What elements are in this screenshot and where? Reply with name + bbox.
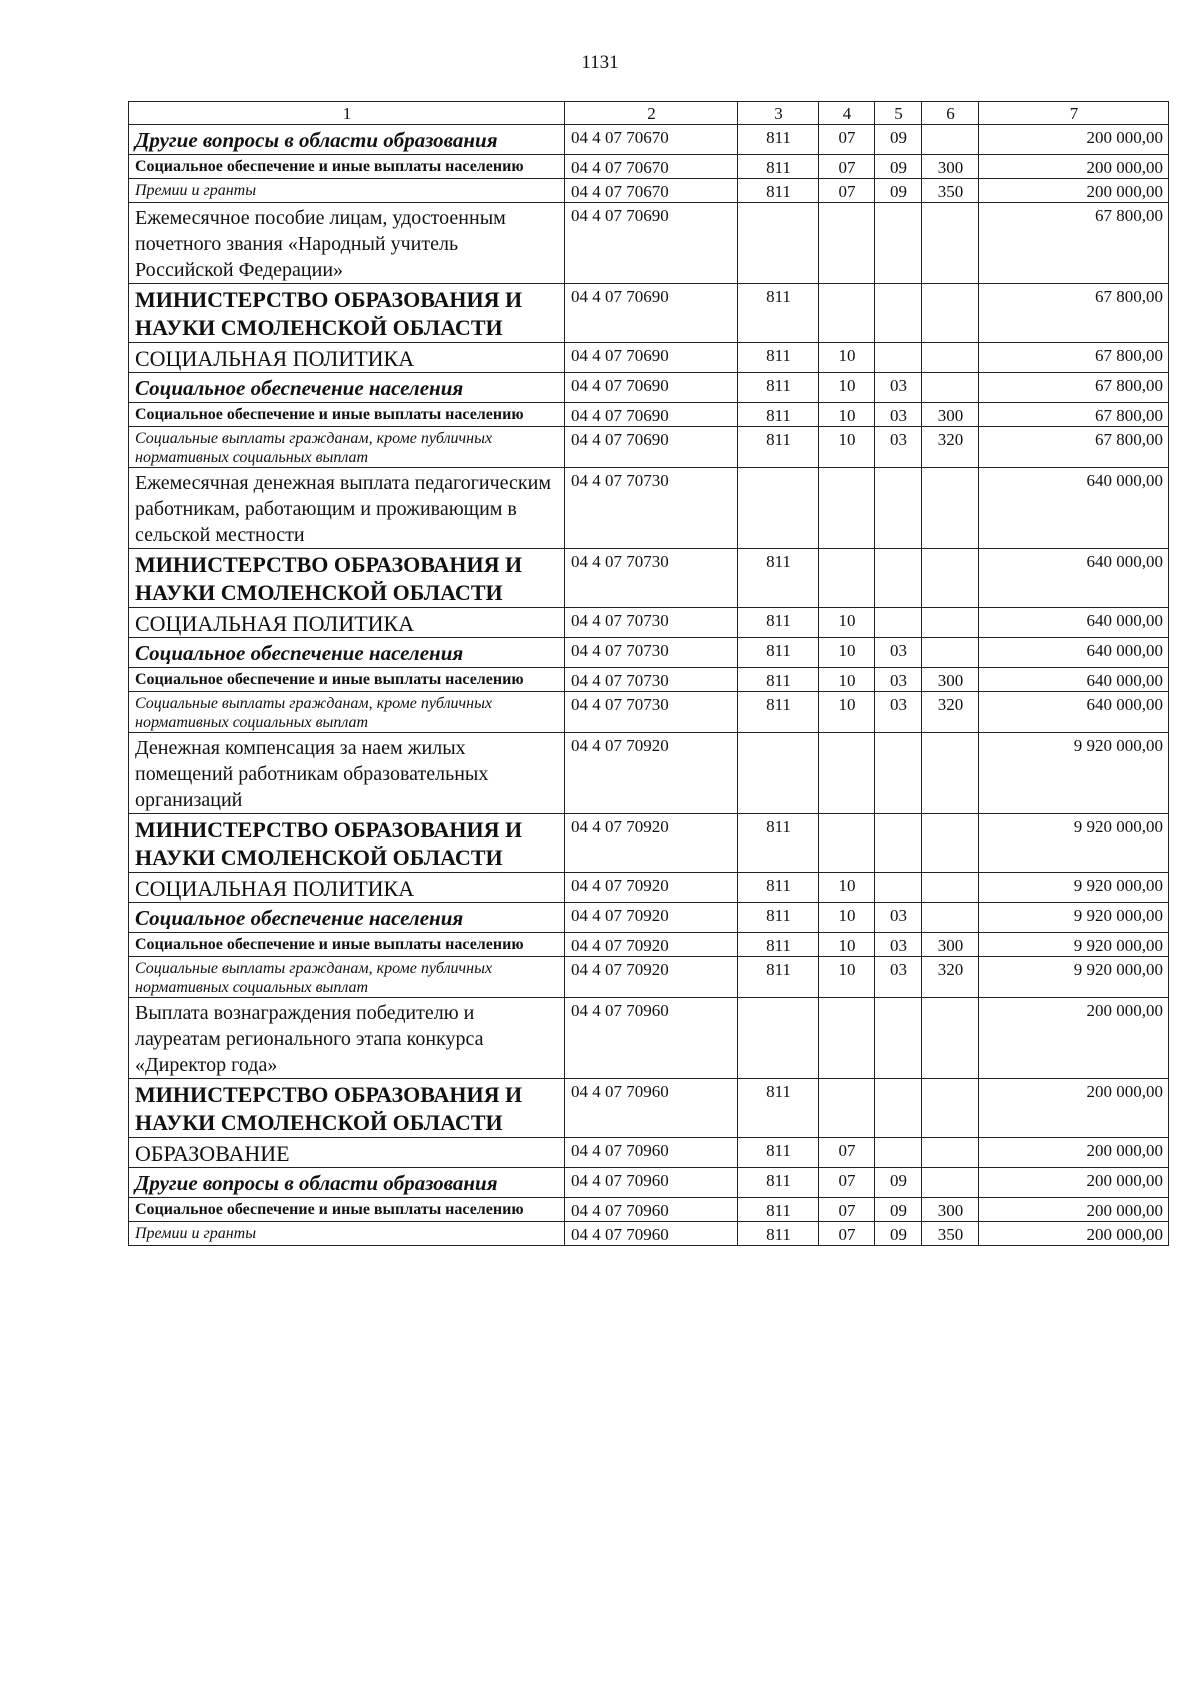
- amount-cell: 67 800,00: [979, 427, 1169, 468]
- expense-type-code-cell: [922, 284, 979, 343]
- table-row: [129, 1222, 1169, 1246]
- table-row: [129, 957, 1169, 998]
- target-code-cell: 04 4 07 70920: [565, 873, 738, 903]
- grbs-code-cell: 811: [738, 343, 819, 373]
- section-code-cell: [819, 1079, 875, 1138]
- target-code-cell: 04 4 07 70730: [565, 549, 738, 608]
- expense-name-cell: Социальные выплаты гражданам, кроме публичных нормативных социальных выплат: [129, 957, 565, 998]
- subsection-code-cell: 03: [875, 373, 922, 403]
- subsection-code-cell: 09: [875, 1198, 922, 1222]
- expense-name-cell: Социальные выплаты гражданам, кроме публичных нормативных социальных выплат: [129, 427, 565, 468]
- section-code-cell: 10: [819, 668, 875, 692]
- subsection-code-cell: 03: [875, 957, 922, 998]
- expense-name-cell: Социальное обеспечение и иные выплаты населению: [129, 668, 565, 692]
- section-code-cell: [819, 284, 875, 343]
- expense-name-cell: Выплата вознаграждения победителю и лауреатам регионального этапа конкурса «Директор года»: [129, 998, 565, 1079]
- table-row: [129, 692, 1169, 733]
- grbs-code-cell: [738, 203, 819, 284]
- target-code-cell: 04 4 07 70690: [565, 373, 738, 403]
- expense-name-cell: Социальное обеспечение и иные выплаты населению: [129, 403, 565, 427]
- amount-cell: 67 800,00: [979, 403, 1169, 427]
- section-code-cell: 07: [819, 1198, 875, 1222]
- target-code-cell: 04 4 07 70690: [565, 203, 738, 284]
- table-row: [129, 998, 1169, 1079]
- subsection-code-cell: [875, 814, 922, 873]
- expense-type-code-cell: [922, 203, 979, 284]
- grbs-code-cell: 811: [738, 608, 819, 638]
- expense-name-cell: Социальное обеспечение населения: [129, 638, 565, 668]
- section-code-cell: 10: [819, 957, 875, 998]
- target-code-cell: 04 4 07 70690: [565, 403, 738, 427]
- subsection-code-cell: [875, 284, 922, 343]
- table-body: [129, 125, 1169, 1246]
- table-row: [129, 814, 1169, 873]
- grbs-code-cell: 811: [738, 638, 819, 668]
- amount-cell: 9 920 000,00: [979, 903, 1169, 933]
- table-row: [129, 733, 1169, 814]
- section-code-cell: 10: [819, 343, 875, 373]
- target-code-cell: 04 4 07 70670: [565, 179, 738, 203]
- expense-type-code-cell: [922, 125, 979, 155]
- subsection-code-cell: [875, 733, 922, 814]
- expense-name-cell: Социальное обеспечение и иные выплаты населению: [129, 933, 565, 957]
- grbs-code-cell: 811: [738, 1138, 819, 1168]
- expense-name-cell: СОЦИАЛЬНАЯ ПОЛИТИКА: [129, 343, 565, 373]
- grbs-code-cell: 811: [738, 403, 819, 427]
- target-code-cell: 04 4 07 70670: [565, 125, 738, 155]
- expense-type-code-cell: [922, 903, 979, 933]
- target-code-cell: 04 4 07 70690: [565, 284, 738, 343]
- table-row: [129, 873, 1169, 903]
- amount-cell: 200 000,00: [979, 1138, 1169, 1168]
- grbs-code-cell: 811: [738, 873, 819, 903]
- expense-type-code-cell: [922, 468, 979, 549]
- target-code-cell: 04 4 07 70730: [565, 638, 738, 668]
- grbs-code-cell: 811: [738, 427, 819, 468]
- grbs-code-cell: 811: [738, 1168, 819, 1198]
- subsection-code-cell: 03: [875, 638, 922, 668]
- amount-cell: 67 800,00: [979, 343, 1169, 373]
- expense-type-code-cell: 350: [922, 179, 979, 203]
- expense-type-code-cell: 350: [922, 1222, 979, 1246]
- expense-type-code-cell: [922, 998, 979, 1079]
- table-row: [129, 608, 1169, 638]
- column-header: 5: [875, 102, 922, 125]
- grbs-code-cell: 811: [738, 957, 819, 998]
- table-row: [129, 427, 1169, 468]
- amount-cell: 640 000,00: [979, 549, 1169, 608]
- target-code-cell: 04 4 07 70670: [565, 155, 738, 179]
- amount-cell: 200 000,00: [979, 998, 1169, 1079]
- section-code-cell: [819, 468, 875, 549]
- column-header: 4: [819, 102, 875, 125]
- section-code-cell: 10: [819, 373, 875, 403]
- column-header: 3: [738, 102, 819, 125]
- section-code-cell: 10: [819, 933, 875, 957]
- expense-type-code-cell: [922, 814, 979, 873]
- subsection-code-cell: [875, 1079, 922, 1138]
- column-header: 1: [129, 102, 565, 125]
- table-row: [129, 903, 1169, 933]
- target-code-cell: 04 4 07 70690: [565, 343, 738, 373]
- amount-cell: 640 000,00: [979, 692, 1169, 733]
- expense-name-cell: Премии и гранты: [129, 179, 565, 203]
- grbs-code-cell: 811: [738, 1198, 819, 1222]
- amount-cell: 640 000,00: [979, 668, 1169, 692]
- expense-type-code-cell: [922, 1138, 979, 1168]
- section-code-cell: 07: [819, 125, 875, 155]
- table-row: [129, 1168, 1169, 1198]
- expense-type-code-cell: 300: [922, 403, 979, 427]
- table-row: [129, 343, 1169, 373]
- subsection-code-cell: [875, 343, 922, 373]
- expense-name-cell: Социальное обеспечение населения: [129, 373, 565, 403]
- section-code-cell: 10: [819, 873, 875, 903]
- table-row: [129, 668, 1169, 692]
- target-code-cell: 04 4 07 70960: [565, 998, 738, 1079]
- section-code-cell: [819, 998, 875, 1079]
- expense-type-code-cell: [922, 343, 979, 373]
- amount-cell: 9 920 000,00: [979, 957, 1169, 998]
- amount-cell: 67 800,00: [979, 373, 1169, 403]
- expense-type-code-cell: [922, 608, 979, 638]
- expense-type-code-cell: [922, 549, 979, 608]
- grbs-code-cell: 811: [738, 179, 819, 203]
- section-code-cell: 10: [819, 403, 875, 427]
- column-header: 2: [565, 102, 738, 125]
- table-row: [129, 284, 1169, 343]
- target-code-cell: 04 4 07 70730: [565, 668, 738, 692]
- section-code-cell: 07: [819, 1138, 875, 1168]
- table-row: [129, 638, 1169, 668]
- grbs-code-cell: [738, 998, 819, 1079]
- subsection-code-cell: [875, 1138, 922, 1168]
- expense-name-cell: Социальное обеспечение и иные выплаты населению: [129, 1198, 565, 1222]
- amount-cell: 640 000,00: [979, 608, 1169, 638]
- expense-name-cell: МИНИСТЕРСТВО ОБРАЗОВАНИЯ И НАУКИ СМОЛЕНСКОЙ ОБЛАСТИ: [129, 284, 565, 343]
- expense-type-code-cell: 300: [922, 668, 979, 692]
- section-code-cell: 10: [819, 608, 875, 638]
- expense-name-cell: Ежемесячное пособие лицам, удостоенным почетного звания «Народный учитель Российской Федерации»: [129, 203, 565, 284]
- subsection-code-cell: 03: [875, 903, 922, 933]
- expense-type-code-cell: [922, 733, 979, 814]
- subsection-code-cell: [875, 998, 922, 1079]
- section-code-cell: 07: [819, 155, 875, 179]
- amount-cell: 9 920 000,00: [979, 933, 1169, 957]
- subsection-code-cell: [875, 549, 922, 608]
- grbs-code-cell: 811: [738, 668, 819, 692]
- grbs-code-cell: 811: [738, 549, 819, 608]
- expense-name-cell: Другие вопросы в области образования: [129, 125, 565, 155]
- expense-name-cell: СОЦИАЛЬНАЯ ПОЛИТИКА: [129, 608, 565, 638]
- subsection-code-cell: 09: [875, 155, 922, 179]
- target-code-cell: 04 4 07 70960: [565, 1168, 738, 1198]
- grbs-code-cell: 811: [738, 155, 819, 179]
- section-code-cell: 10: [819, 903, 875, 933]
- amount-cell: 200 000,00: [979, 1079, 1169, 1138]
- column-header: 7: [979, 102, 1169, 125]
- subsection-code-cell: 09: [875, 1222, 922, 1246]
- target-code-cell: 04 4 07 70690: [565, 427, 738, 468]
- expense-type-code-cell: 320: [922, 427, 979, 468]
- grbs-code-cell: 811: [738, 692, 819, 733]
- target-code-cell: 04 4 07 70960: [565, 1138, 738, 1168]
- target-code-cell: 04 4 07 70730: [565, 692, 738, 733]
- subsection-code-cell: 03: [875, 692, 922, 733]
- target-code-cell: 04 4 07 70730: [565, 468, 738, 549]
- grbs-code-cell: 811: [738, 903, 819, 933]
- subsection-code-cell: 09: [875, 179, 922, 203]
- subsection-code-cell: 09: [875, 125, 922, 155]
- header-row: [129, 102, 1169, 125]
- subsection-code-cell: [875, 203, 922, 284]
- section-code-cell: [819, 549, 875, 608]
- amount-cell: 200 000,00: [979, 179, 1169, 203]
- target-code-cell: 04 4 07 70920: [565, 957, 738, 998]
- section-code-cell: 07: [819, 1168, 875, 1198]
- expense-type-code-cell: 300: [922, 155, 979, 179]
- table-row: [129, 203, 1169, 284]
- expense-name-cell: ОБРАЗОВАНИЕ: [129, 1138, 565, 1168]
- amount-cell: 9 920 000,00: [979, 814, 1169, 873]
- amount-cell: 200 000,00: [979, 155, 1169, 179]
- expense-name-cell: Социальные выплаты гражданам, кроме публичных нормативных социальных выплат: [129, 692, 565, 733]
- target-code-cell: 04 4 07 70960: [565, 1222, 738, 1246]
- target-code-cell: 04 4 07 70920: [565, 933, 738, 957]
- expense-type-code-cell: 300: [922, 1198, 979, 1222]
- section-code-cell: 10: [819, 638, 875, 668]
- expense-name-cell: Социальное обеспечение населения: [129, 903, 565, 933]
- table-row: [129, 179, 1169, 203]
- section-code-cell: [819, 733, 875, 814]
- column-header: 6: [922, 102, 979, 125]
- target-code-cell: 04 4 07 70960: [565, 1198, 738, 1222]
- grbs-code-cell: 811: [738, 1222, 819, 1246]
- expense-name-cell: Социальное обеспечение и иные выплаты населению: [129, 155, 565, 179]
- expense-type-code-cell: 320: [922, 957, 979, 998]
- expense-name-cell: МИНИСТЕРСТВО ОБРАЗОВАНИЯ И НАУКИ СМОЛЕНСКОЙ ОБЛАСТИ: [129, 549, 565, 608]
- grbs-code-cell: 811: [738, 125, 819, 155]
- expense-type-code-cell: [922, 873, 979, 903]
- expense-type-code-cell: 320: [922, 692, 979, 733]
- expense-name-cell: МИНИСТЕРСТВО ОБРАЗОВАНИЯ И НАУКИ СМОЛЕНСКОЙ ОБЛАСТИ: [129, 814, 565, 873]
- amount-cell: 67 800,00: [979, 284, 1169, 343]
- expense-name-cell: МИНИСТЕРСТВО ОБРАЗОВАНИЯ И НАУКИ СМОЛЕНСКОЙ ОБЛАСТИ: [129, 1079, 565, 1138]
- amount-cell: 67 800,00: [979, 203, 1169, 284]
- section-code-cell: 07: [819, 1222, 875, 1246]
- grbs-code-cell: 811: [738, 284, 819, 343]
- expense-name-cell: Ежемесячная денежная выплата педагогическим работникам, работающим и проживающим в сельской местности: [129, 468, 565, 549]
- grbs-code-cell: 811: [738, 373, 819, 403]
- expense-type-code-cell: [922, 1079, 979, 1138]
- expense-name-cell: СОЦИАЛЬНАЯ ПОЛИТИКА: [129, 873, 565, 903]
- amount-cell: 9 920 000,00: [979, 733, 1169, 814]
- table-row: [129, 468, 1169, 549]
- table-row: [129, 155, 1169, 179]
- expense-type-code-cell: [922, 1168, 979, 1198]
- expense-type-code-cell: [922, 638, 979, 668]
- expense-type-code-cell: [922, 373, 979, 403]
- expense-type-code-cell: 300: [922, 933, 979, 957]
- target-code-cell: 04 4 07 70920: [565, 733, 738, 814]
- subsection-code-cell: 03: [875, 403, 922, 427]
- target-code-cell: 04 4 07 70960: [565, 1079, 738, 1138]
- grbs-code-cell: 811: [738, 1079, 819, 1138]
- grbs-code-cell: [738, 468, 819, 549]
- table-row: [129, 1198, 1169, 1222]
- grbs-code-cell: 811: [738, 933, 819, 957]
- amount-cell: 9 920 000,00: [979, 873, 1169, 903]
- table-row: [129, 373, 1169, 403]
- amount-cell: 200 000,00: [979, 1168, 1169, 1198]
- section-code-cell: [819, 203, 875, 284]
- page-number: 1131: [581, 52, 619, 73]
- subsection-code-cell: [875, 608, 922, 638]
- budget-table: [128, 101, 1169, 1246]
- expense-name-cell: Денежная компенсация за наем жилых помещений работникам образовательных организаций: [129, 733, 565, 814]
- expense-name-cell: Премии и гранты: [129, 1222, 565, 1246]
- subsection-code-cell: 09: [875, 1168, 922, 1198]
- section-code-cell: 07: [819, 179, 875, 203]
- amount-cell: 200 000,00: [979, 1222, 1169, 1246]
- subsection-code-cell: [875, 468, 922, 549]
- section-code-cell: [819, 814, 875, 873]
- amount-cell: 640 000,00: [979, 468, 1169, 549]
- table-row: [129, 1138, 1169, 1168]
- subsection-code-cell: 03: [875, 933, 922, 957]
- expense-name-cell: Другие вопросы в области образования: [129, 1168, 565, 1198]
- section-code-cell: 10: [819, 427, 875, 468]
- grbs-code-cell: [738, 733, 819, 814]
- table-row: [129, 933, 1169, 957]
- table-row: [129, 1079, 1169, 1138]
- amount-cell: 200 000,00: [979, 1198, 1169, 1222]
- table-row: [129, 125, 1169, 155]
- subsection-code-cell: 03: [875, 427, 922, 468]
- grbs-code-cell: 811: [738, 814, 819, 873]
- subsection-code-cell: [875, 873, 922, 903]
- target-code-cell: 04 4 07 70920: [565, 903, 738, 933]
- amount-cell: 640 000,00: [979, 638, 1169, 668]
- table-row: [129, 549, 1169, 608]
- amount-cell: 200 000,00: [979, 125, 1169, 155]
- table-row: [129, 403, 1169, 427]
- target-code-cell: 04 4 07 70730: [565, 608, 738, 638]
- subsection-code-cell: 03: [875, 668, 922, 692]
- section-code-cell: 10: [819, 692, 875, 733]
- target-code-cell: 04 4 07 70920: [565, 814, 738, 873]
